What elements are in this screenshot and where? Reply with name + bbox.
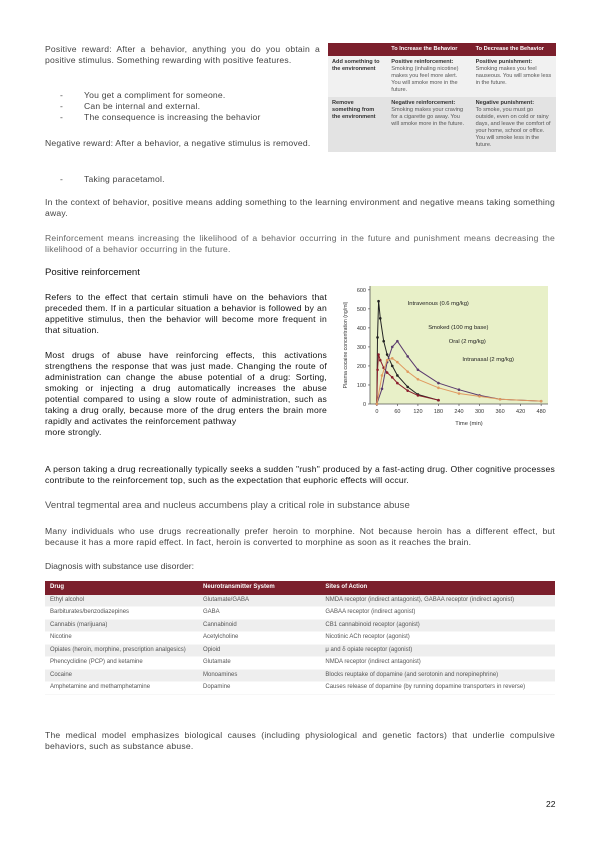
table-cell: Blocks reuptake of dopamine (and serotonin and norepinephrine): [320, 669, 555, 682]
table-cell: GABA: [198, 607, 320, 620]
data-point: [391, 357, 394, 360]
table-cell: Nicotine: [45, 632, 198, 645]
data-point: [540, 400, 543, 403]
data-point: [381, 374, 384, 377]
page-number: 22: [546, 799, 556, 809]
data-point: [391, 365, 394, 368]
data-point: [406, 386, 409, 389]
table-header-cell: Drug: [45, 581, 198, 595]
table-cell: Opiates (heroin, morphine, prescription analgesics): [45, 644, 198, 657]
data-point: [458, 388, 461, 391]
data-point: [386, 359, 389, 362]
x-tick-label: 300: [474, 409, 485, 415]
data-point: [377, 353, 380, 356]
data-point: [417, 378, 420, 381]
vta-heading: Ventral tegmental area and nucleus accumbens play a critical role in substance abuse: [45, 500, 410, 511]
table-header-cell: [328, 43, 387, 56]
data-point: [396, 361, 399, 364]
data-point: [499, 398, 502, 401]
table-cell: NMDA receptor (indirect antagonist), GABAA receptor (indirect agonist): [320, 595, 555, 607]
row-label: Remove something from the environment: [328, 97, 387, 152]
table-row: [45, 595, 555, 607]
series-label: Intranasal (2 mg/kg): [462, 357, 514, 364]
y-axis-label: Plasma cocaine concentration (ng/ml): [343, 301, 349, 389]
bullet-item: - You get a compliment for someone.: [60, 90, 226, 100]
x-tick-label: 360: [495, 409, 505, 415]
table-cell: NMDA receptor (indirect antagonist): [320, 657, 555, 670]
table-header-cell: To Decrease the Behavior: [472, 43, 556, 56]
data-point: [386, 353, 389, 356]
table-row: [45, 607, 555, 620]
series-label: Oral (2 mg/kg): [448, 339, 486, 346]
table-cell: Glutamate: [198, 657, 320, 670]
table-row: [45, 644, 555, 657]
section-heading: Positive reinforcement: [45, 267, 140, 278]
table-row: [45, 669, 555, 682]
table-row: [45, 657, 555, 670]
diagnosis-heading: Diagnosis with substance use disorder:: [45, 561, 195, 571]
data-point: [377, 300, 380, 303]
table-row: [328, 97, 556, 152]
data-point: [376, 336, 379, 339]
table-cell: Positive punishment: Smoking makes you feel nauseous. You will smoke less in the future.: [472, 56, 556, 97]
negative-reward-bullets: [60, 174, 320, 185]
y-tick-label: 500: [356, 306, 366, 313]
reinforcement-table: [328, 43, 556, 152]
table-cell: Causes release of dopamine (by running dopamine transporters in reverse): [320, 682, 555, 695]
positive-reward-text: Positive reward: After a behavior, anything you do you obtain a positive stimulus. Something rewarding with positive features.: [45, 44, 320, 65]
x-tick-label: 120: [413, 409, 423, 415]
data-point: [376, 368, 379, 371]
table-cell: Amphetamine and methamphetamine: [45, 682, 198, 695]
data-point: [437, 399, 440, 402]
data-point: [478, 395, 481, 398]
table-row: [45, 619, 555, 632]
data-point: [391, 346, 394, 349]
data-point: [437, 387, 440, 390]
data-point: [382, 340, 385, 343]
y-tick-label: 200: [356, 363, 366, 370]
table-cell: Barbiturates/benzodiazepines: [45, 607, 198, 620]
data-point: [458, 392, 461, 395]
x-tick-label: 60: [394, 409, 401, 415]
cocaine-concentration-chart: [338, 282, 556, 442]
x-axis-label: Time (min): [455, 421, 483, 427]
table-cell: Positive reinforcement: Smoking (inhaling nicotine) makes you feel more alert. You will smoke more in the future.: [387, 56, 471, 97]
data-point: [391, 376, 394, 379]
positive-reward-bullets: [60, 90, 320, 123]
table-row: [45, 632, 555, 645]
negative-reward-text: Negative reward: After a behavior, a negative stimulus is removed.: [45, 138, 311, 148]
table-cell: Dopamine: [198, 682, 320, 695]
y-tick-label: 100: [356, 382, 366, 389]
bullet-item: - Taking paracetamol.: [60, 174, 165, 184]
table-cell: GABAA receptor (indirect agonist): [320, 607, 555, 620]
x-tick-label: 480: [536, 409, 546, 415]
table-cell: Negative reinforcement: Smoking makes your craving for a cigarette go away. You will smoke more in the future.: [387, 97, 471, 152]
data-point: [417, 394, 420, 397]
data-point: [396, 374, 399, 377]
table-cell: Acetylcholine: [198, 632, 320, 645]
table-header-cell: To Increase the Behavior: [387, 43, 471, 56]
table-row: [328, 56, 556, 97]
y-tick-label: 300: [356, 344, 366, 351]
series-label: Smoked (100 mg base): [428, 324, 489, 331]
bullet-item: - Can be internal and external.: [60, 101, 201, 111]
data-point: [406, 389, 409, 392]
table-row: [45, 682, 555, 695]
table-cell: Negative punishment: To smoke, you must go outside, even on cold or rainy days, and leave the comfort of your home, school or office. You will smoke less in the future.: [472, 97, 556, 152]
table-cell: CB1 cannabinoid receptor (agonist): [320, 619, 555, 632]
table-cell: Cannabis (marijuana): [45, 619, 198, 632]
data-point: [379, 359, 382, 362]
y-tick-label: 400: [356, 325, 366, 332]
table-header-cell: Sites of Action: [320, 581, 555, 595]
table-cell: Ethyl alcohol: [45, 595, 198, 607]
medical-model-paragraph: The medical model emphasizes biological causes (including physiological and genetic factors) that underlie compulsive behaviors, such as substance abuse.: [45, 730, 555, 751]
table-cell: μ and δ opiate receptor (agonist): [320, 644, 555, 657]
table-cell: Cocaine: [45, 669, 198, 682]
data-point: [406, 370, 409, 373]
table-cell: Nicotinic ACh receptor (agonist): [320, 632, 555, 645]
table-cell: Cannabinoid: [198, 619, 320, 632]
table-cell: Opioid: [198, 644, 320, 657]
refers-paragraph: Refers to the effect that certain stimuli have on the behaviors that preceded them. If in a particular situation a behavior is followed by an appetitive stimulus, then the behavior will become more frequent in that situation.: [45, 292, 327, 335]
data-point: [386, 371, 389, 374]
x-tick-label: 180: [433, 409, 444, 415]
row-label: Add something to the environment: [328, 56, 387, 97]
y-tick-label: 0: [362, 402, 366, 408]
data-point: [379, 317, 382, 320]
context-paragraph: In the context of behavior, positive means adding something to the learning environment and negative means taking something away.: [45, 197, 555, 218]
data-point: [396, 382, 399, 385]
data-point: [417, 368, 420, 371]
table-cell: Glutamate/GABA: [198, 595, 320, 607]
x-tick-label: 240: [454, 409, 464, 415]
drug-table: [45, 581, 555, 695]
rush-paragraph: A person taking a drug recreationally typically seeks a sudden "rush" produced by a fast-acting drug. Other cognitive processes contribute to the reinforcement top, such as the expectation that euphoric effects will occur.: [45, 464, 555, 485]
data-point: [376, 403, 379, 406]
table-header-cell: Neurotransmitter System: [198, 581, 320, 595]
data-point: [406, 355, 409, 358]
series-label: Intravenous (0.6 mg/kg): [407, 301, 469, 308]
data-point: [437, 382, 440, 385]
x-tick-label: 420: [516, 409, 526, 415]
y-tick-label: 600: [356, 287, 366, 294]
data-point: [381, 387, 384, 390]
drugs-paragraph: Most drugs of abuse have reinforcing effects, this activations strengthens the response that was just made. Changing the route of administration can change the abuse potential of a drug: Sorting, smoking or injecting a drug automatically increases the abuse potential compared to using a slow route of administration, such as taking a drug orally, because more of the drug enters the brain more rapidly and activates the reinforcement pathway more strongly.: [45, 350, 327, 437]
heroin-paragraph: Many individuals who use drugs recreationally prefer heroin to morphine. Not because heroin has a different effect, but because it has a more rapid effect. In fact, heroin is converted to morphine as soon as it reaches the brain.: [45, 526, 555, 547]
x-tick-label: 0: [375, 409, 379, 415]
table-cell: Phencyclidine (PCP) and ketamine: [45, 657, 198, 670]
table-cell: Monoamines: [198, 669, 320, 682]
data-point: [396, 340, 399, 343]
reinforcement-paragraph: Reinforcement means increasing the likelihood of a behavior occurring in the future and punishment means decreasing the likelihood of a behavior occurring in the future.: [45, 233, 555, 254]
bullet-item: - The consequence is increasing the behavior: [60, 112, 261, 122]
